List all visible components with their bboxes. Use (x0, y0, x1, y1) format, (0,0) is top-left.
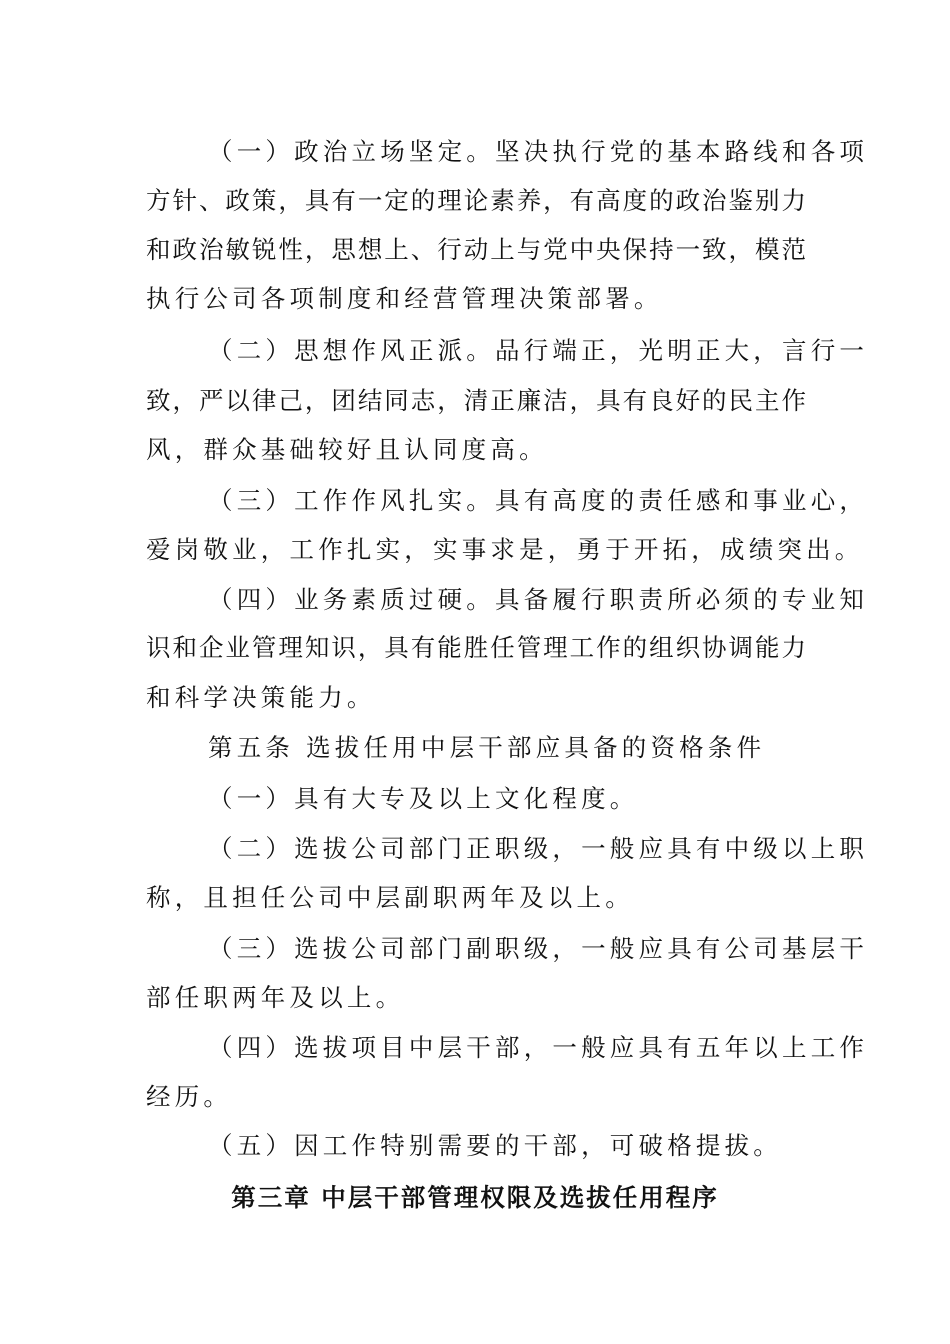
article-heading: 第五条 选拔任用中层干部应具备的资格条件 (208, 733, 766, 762)
chapter-heading: 第三章 中层干部管理权限及选拔任用程序 (231, 1183, 719, 1212)
paragraph-line: 部任职两年及以上。 (146, 983, 405, 1012)
paragraph-line: 致，严以律己，团结同志，清正廉洁，具有良好的民主作 (146, 386, 806, 415)
paragraph-line: （四）业务素质过硬。具备履行职责所必须的专业知 (208, 585, 869, 614)
paragraph-line: 爱岗敬业，工作扎实，实事求是，勇于开拓，成绩突出。 (146, 535, 864, 564)
paragraph-line: （一）具有大专及以上文化程度。 (208, 784, 639, 813)
paragraph-line: （二）思想作风正派。品行端正，光明正大，言行一 (208, 336, 869, 365)
paragraph-line: （四）选拔项目中层干部，一般应具有五年以上工作 (208, 1033, 869, 1062)
paragraph-line: 风，群众基础较好且认同度高。 (146, 435, 548, 464)
paragraph-line: （三）选拔公司部门副职级，一般应具有公司基层干 (208, 934, 869, 963)
paragraph-line: （五）因工作特别需要的干部，可破格提拔。 (208, 1131, 782, 1160)
paragraph-line: 识和企业管理知识，具有能胜任管理工作的组织协调能力 (146, 633, 806, 662)
paragraph-line: （一）政治立场坚定。坚决执行党的基本路线和各项 (208, 137, 869, 166)
paragraph-line: （三）工作作风扎实。具有高度的责任感和事业心， (208, 486, 869, 515)
paragraph-line: 执行公司各项制度和经营管理决策部署。 (146, 284, 663, 313)
paragraph-line: 方针、政策，具有一定的理论素养，有高度的政治鉴别力 (146, 186, 806, 215)
paragraph-line: 经历。 (146, 1082, 233, 1111)
paragraph-line: （二）选拔公司部门正职级，一般应具有中级以上职 (208, 834, 869, 863)
paragraph-line: 和政治敏锐性，思想上、行动上与党中央保持一致，模范 (146, 235, 806, 264)
paragraph-line: 称，且担任公司中层副职两年及以上。 (146, 883, 634, 912)
paragraph-line: 和科学决策能力。 (146, 683, 376, 712)
